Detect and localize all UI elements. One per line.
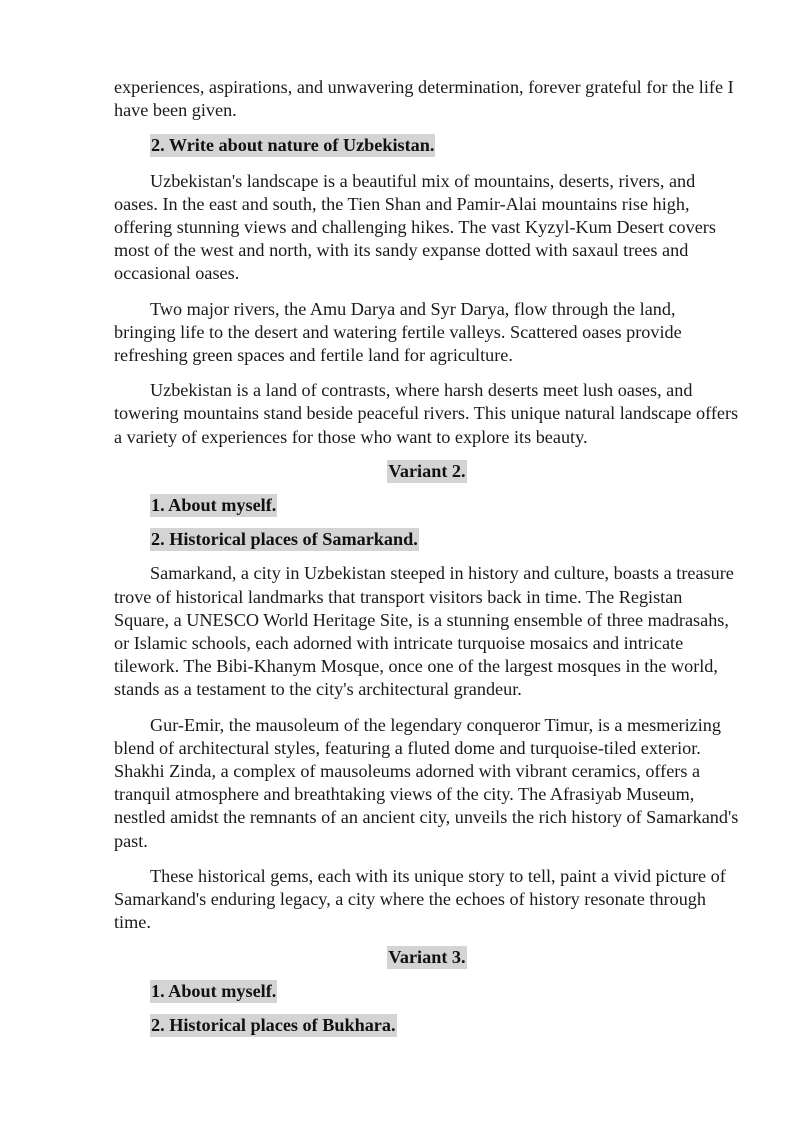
continuation-paragraph: experiences, aspirations, and unwavering determination, forever grateful for the life I have been given.	[114, 77, 734, 121]
document-page	[114, 0, 740, 1037]
variant2-title-text: Variant 2.	[388, 460, 466, 481]
variant3-item-bukhara	[114, 1014, 740, 1037]
nature-paragraph-3: Uzbekistan is a land of contrasts, where harsh deserts meet lush oases, and towering mountains stand beside peaceful rivers. This unique natural landscape offers a variety of experiences for those who want to explore its beauty.	[114, 380, 739, 447]
nature-paragraph-1: Uzbekistan's landscape is a beautiful mix of mountains, deserts, rivers, and oases. In the east and south, the Tien Shan and Pamir-Alai mountains rise high, offering stunning views and challenging hikes. The vast Kyzyl-Kum Desert covers most of the west and north, with its sandy expanse dotted with saxaul trees and occasional oases.	[114, 170, 716, 284]
samarkand-paragraph-2: Gur-Emir, the mausoleum of the legendary conqueror Timur, is a mesmerizing blend of architectural styles, featuring a fluted dome and turquoise-tiled exterior. Shakhi Zinda, a complex of mausoleums adorned with vibrant ceramics, offers a tranquil atmosphere and breathtaking views of the city. The Afrasiyab Museum, nestled amidst the remnants of an ancient city, unveils the rich history of Samarkand's past.	[114, 714, 739, 851]
nature-heading	[114, 134, 740, 157]
variant2-item-samarkand	[114, 528, 740, 551]
nature-heading-text: 2. Write about nature of Uzbekistan.	[151, 135, 435, 156]
variant3-item-about-myself-text: 1. About myself.	[151, 980, 277, 1001]
nature-paragraph-2: Two major rivers, the Amu Darya and Syr Darya, flow through the land, bringing life to the desert and watering fertile valleys. Scattered oases provide refreshing green spaces and fertile land for agriculture.	[114, 298, 682, 366]
variant3-item-bukhara-text: 2. Historical places of Bukhara.	[151, 1014, 396, 1035]
variant3-item-about-myself	[114, 980, 740, 1003]
variant2-item-samarkand-text: 2. Historical places of Samarkand.	[151, 529, 418, 550]
variant2-title	[114, 460, 740, 483]
variant3-title	[114, 946, 740, 969]
variant2-item-about-myself-text: 1. About myself.	[151, 495, 277, 516]
samarkand-paragraph-3: These historical gems, each with its unique story to tell, paint a vivid picture of Samarkand's enduring legacy, a city where the echoes of history resonate through time.	[114, 865, 726, 933]
variant2-item-about-myself	[114, 494, 740, 517]
variant3-title-text: Variant 3.	[388, 946, 466, 967]
samarkand-paragraph-1: Samarkand, a city in Uzbekistan steeped in history and culture, boasts a treasure trove of historical landmarks that transport visitors back in time. The Registan Square, a UNESCO World Heritage Site, is a stunning ensemble of three madrasahs, or Islamic schools, each adorned with intricate turquoise mosaics and intricate tilework. The Bibi-Khanym Mosque, once one of the largest mosques in the world, stands as a testament to the city's architectural grandeur.	[114, 563, 734, 700]
